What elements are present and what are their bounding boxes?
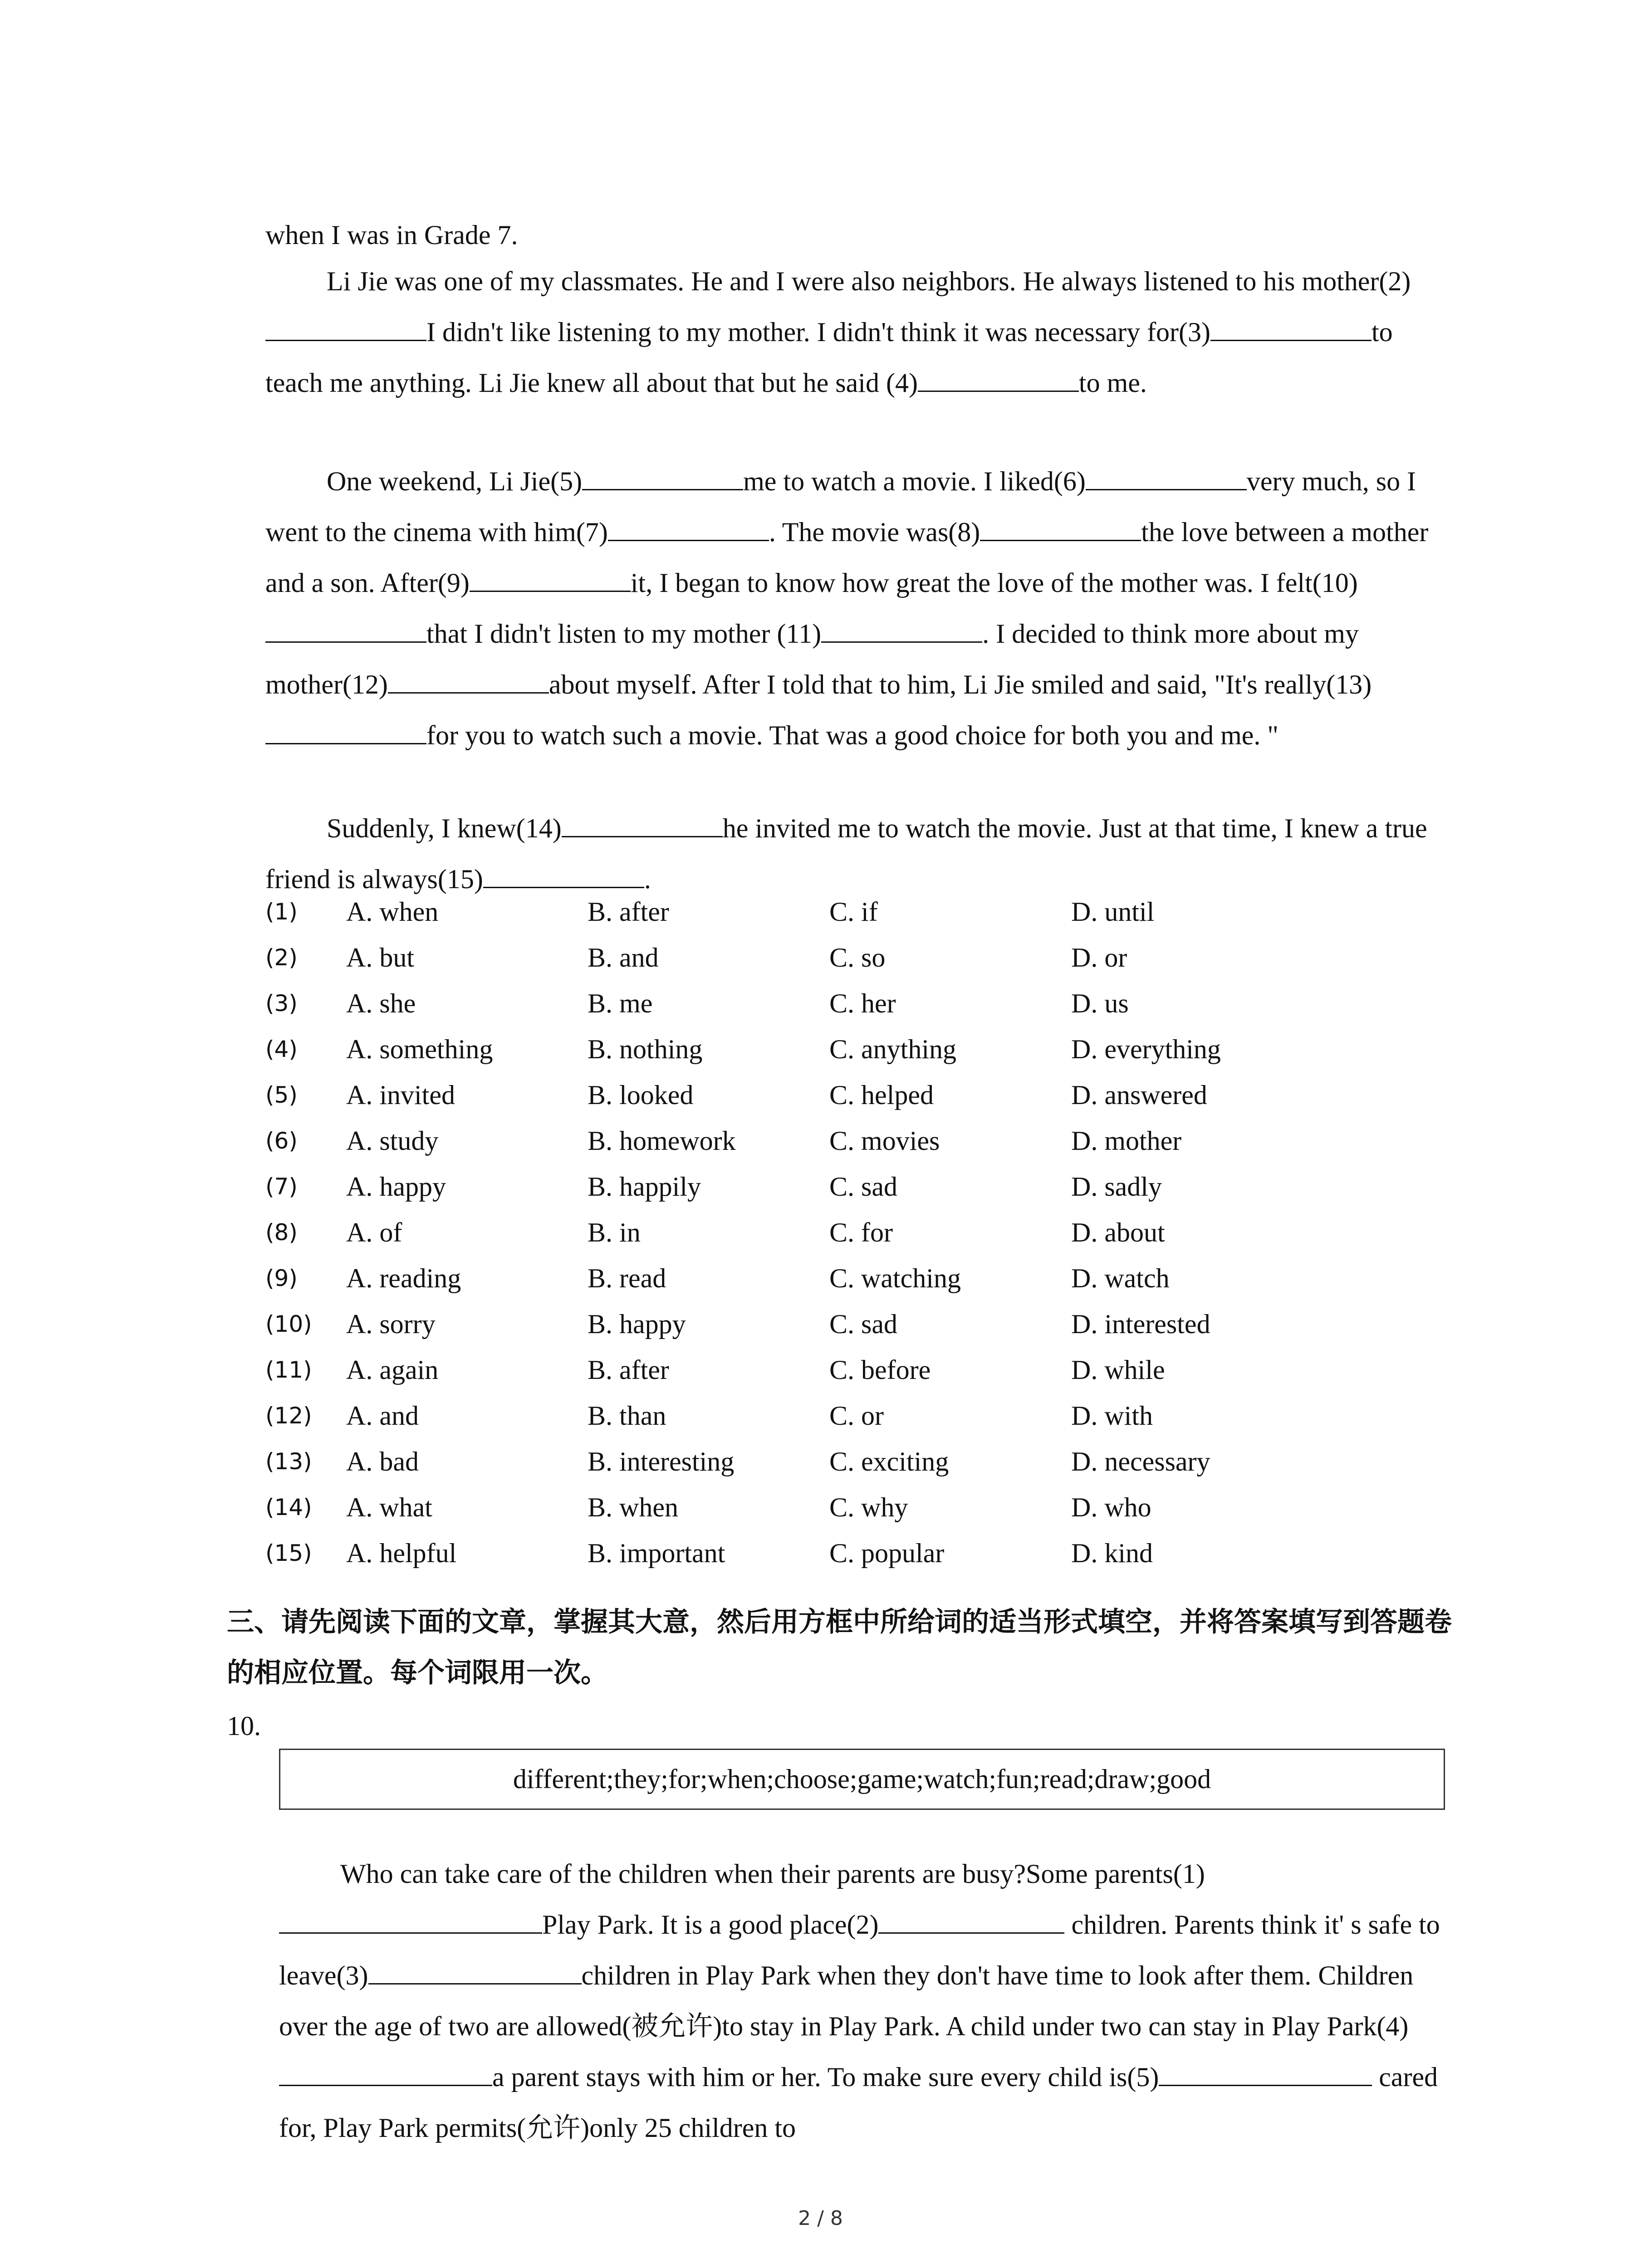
option-b[interactable]: B. nothing [588,1034,703,1064]
option-d[interactable]: D. while [1071,1355,1165,1385]
answer-blank[interactable] [1086,462,1247,490]
options-list [265,889,1445,1576]
option-d[interactable]: D. who [1071,1492,1151,1522]
question-number: 10. [227,1711,261,1741]
answer-blank[interactable] [265,716,426,744]
option-b[interactable]: B. after [588,897,669,927]
answer-blank[interactable] [582,462,743,490]
option-b[interactable]: B. looked [588,1080,694,1110]
section-heading: 三、请先阅读下面的文章，掌握其大意，然后用方框中所给词的适当形式填空，并将答案填写到答题卷的相应位置。每个词限用一次。 [227,1606,1452,1689]
option-a[interactable]: A. helpful [346,1538,457,1568]
answer-blank[interactable] [821,614,982,643]
answer-blank[interactable] [562,809,723,837]
option-d[interactable]: D. answered [1071,1080,1207,1110]
question-label: (10) [265,1311,312,1337]
option-a[interactable]: A. sorry [346,1309,436,1339]
option-b[interactable]: B. me [588,988,653,1018]
option-d[interactable]: D. sadly [1071,1172,1162,1202]
answer-blank[interactable] [265,614,426,643]
answer-blank[interactable] [265,313,426,341]
option-c[interactable]: C. helped [829,1080,934,1110]
option-b[interactable]: B. read [588,1263,666,1293]
answer-blank[interactable] [388,665,549,694]
option-c[interactable]: C. for [829,1217,893,1247]
option-d[interactable]: D. until [1071,897,1155,927]
option-d[interactable]: D. interested [1071,1309,1210,1339]
option-c[interactable]: C. or [829,1401,884,1431]
option-row [265,1256,1445,1301]
option-a[interactable]: A. something [346,1034,493,1064]
option-c[interactable]: C. watching [829,1263,961,1293]
option-c[interactable]: C. movies [829,1126,940,1156]
answer-blank[interactable] [1159,2058,1372,2086]
passage-paragraph-1: Li Jie was one of my classmates. He and I were also neighbors. He always listened to his mother(2)I didn't like listening to my mother. I didn't think it was necessary for(3) to teach me anything. Li Jie knew all about that but he said (4) to me. [265,266,1411,398]
option-d[interactable]: D. us [1071,988,1129,1018]
option-a[interactable]: A. of [346,1217,402,1247]
answer-blank[interactable] [1210,313,1372,341]
option-d[interactable]: D. or [1071,943,1127,973]
question-label: (7) [265,1173,298,1200]
passage-2-paragraph: Who can take care of the children when their parents are busy?Some parents(1)Play Park. It is a good place(2) children. Parents think it' s safe to leave(3) children in Play Park when they don't have time to look after them. Children over the age of two are allowed(被允许)to stay in Play Park. A child under two can stay in Play Park(4)a parent stays with him or her. To make sure every child is(5) cared for, Play Park permits(允许)only 25 children to [279,1859,1440,2143]
option-b[interactable]: B. after [588,1355,669,1385]
option-b[interactable]: B. in [588,1217,641,1247]
question-label: (14) [265,1494,312,1520]
answer-blank[interactable] [918,363,1079,392]
answer-blank[interactable] [608,513,769,541]
option-row [265,1026,1445,1072]
answer-blank[interactable] [483,860,644,888]
option-a[interactable]: A. study [346,1126,439,1156]
option-c[interactable]: C. sad [829,1172,897,1202]
option-c[interactable]: C. sad [829,1309,897,1339]
option-c[interactable]: C. her [829,988,896,1018]
question-label: (4) [265,1036,298,1062]
option-row [265,889,1445,935]
option-d[interactable]: D. watch [1071,1263,1170,1293]
option-row [265,1439,1445,1485]
option-c[interactable]: C. popular [829,1538,945,1568]
option-row [265,1118,1445,1164]
option-a[interactable]: A. happy [346,1172,446,1202]
question-label: (6) [265,1128,298,1154]
option-d[interactable]: D. necessary [1071,1447,1210,1476]
option-a[interactable]: A. bad [346,1447,419,1476]
option-row [265,1164,1445,1210]
option-a[interactable]: A. reading [346,1263,461,1293]
answer-blank[interactable] [470,563,631,592]
option-d[interactable]: D. mother [1071,1126,1182,1156]
question-label: (12) [265,1403,312,1429]
option-a[interactable]: A. she [346,988,416,1018]
option-row [265,1301,1445,1347]
option-row [265,1072,1445,1118]
question-label: (15) [265,1540,312,1566]
question-label: (1) [265,899,298,925]
option-b[interactable]: B. interesting [588,1447,735,1476]
question-label: (5) [265,1082,298,1108]
option-b[interactable]: B. homework [588,1126,736,1156]
option-a[interactable]: A. invited [346,1080,455,1110]
option-row [265,1393,1445,1439]
passage-line: when I was in Grade 7. [265,220,518,250]
option-a[interactable]: A. but [346,943,414,973]
question-label: (2) [265,944,298,971]
option-b[interactable]: B. happy [588,1309,686,1339]
question-label: (8) [265,1219,298,1246]
option-c[interactable]: C. before [829,1355,931,1385]
answer-blank[interactable] [279,1905,542,1934]
question-label: (3) [265,990,298,1017]
page-number: 2 / 8 [798,2207,843,2230]
option-c[interactable]: C. why [829,1492,908,1522]
option-c[interactable]: C. so [829,943,886,973]
option-row [265,981,1445,1026]
option-d[interactable]: D. kind [1071,1538,1153,1568]
passage-paragraph-3: Suddenly, I knew(14) he invited me to watch the movie. Just at that time, I knew a true friend is always(15) . [265,803,1445,904]
option-b[interactable]: B. happily [588,1172,701,1202]
option-row [265,1485,1445,1530]
question-label: (11) [265,1357,312,1383]
option-b[interactable]: B. and [588,943,659,973]
answer-blank[interactable] [878,1905,1064,1934]
option-d[interactable]: D. about [1071,1217,1165,1247]
option-d[interactable]: D. everything [1071,1034,1221,1064]
answer-blank[interactable] [980,513,1141,541]
option-a[interactable]: A. and [346,1401,419,1431]
option-a[interactable]: A. what [346,1492,432,1522]
option-row [265,1530,1445,1576]
option-b[interactable]: B. when [588,1492,678,1522]
option-b[interactable]: B. than [588,1401,666,1431]
question-label: (9) [265,1265,298,1291]
option-c[interactable]: C. if [829,897,878,927]
option-d[interactable]: D. with [1071,1401,1153,1431]
option-c[interactable]: C. anything [829,1034,956,1064]
option-a[interactable]: A. when [346,897,439,927]
question-label: (13) [265,1448,312,1475]
option-row [265,935,1445,981]
option-c[interactable]: C. exciting [829,1447,949,1476]
answer-blank[interactable] [279,2058,492,2086]
answer-blank[interactable] [368,1956,582,1984]
word-bank-box: different;they;for;when;choose;game;watch;fun;read;draw;good [279,1749,1445,1810]
option-a[interactable]: A. again [346,1355,439,1385]
option-row [265,1347,1445,1393]
passage-paragraph-2: One weekend, Li Jie(5) me to watch a movie. I liked(6) very much, so I went to the cinema with him(7) . The movie was(8) the love between a mother and a son. After(9) it, I began to know how great the love of the mother was. I felt(10)that I didn't listen to my mother (11) . I decided to think more about my mother(12) about myself. After I told that to him, Li Jie smiled and said, "It's really(13)for you to watch such a movie. That was a good choice for both you and me. " [265,456,1445,761]
option-row [265,1210,1445,1256]
option-b[interactable]: B. important [588,1538,725,1568]
